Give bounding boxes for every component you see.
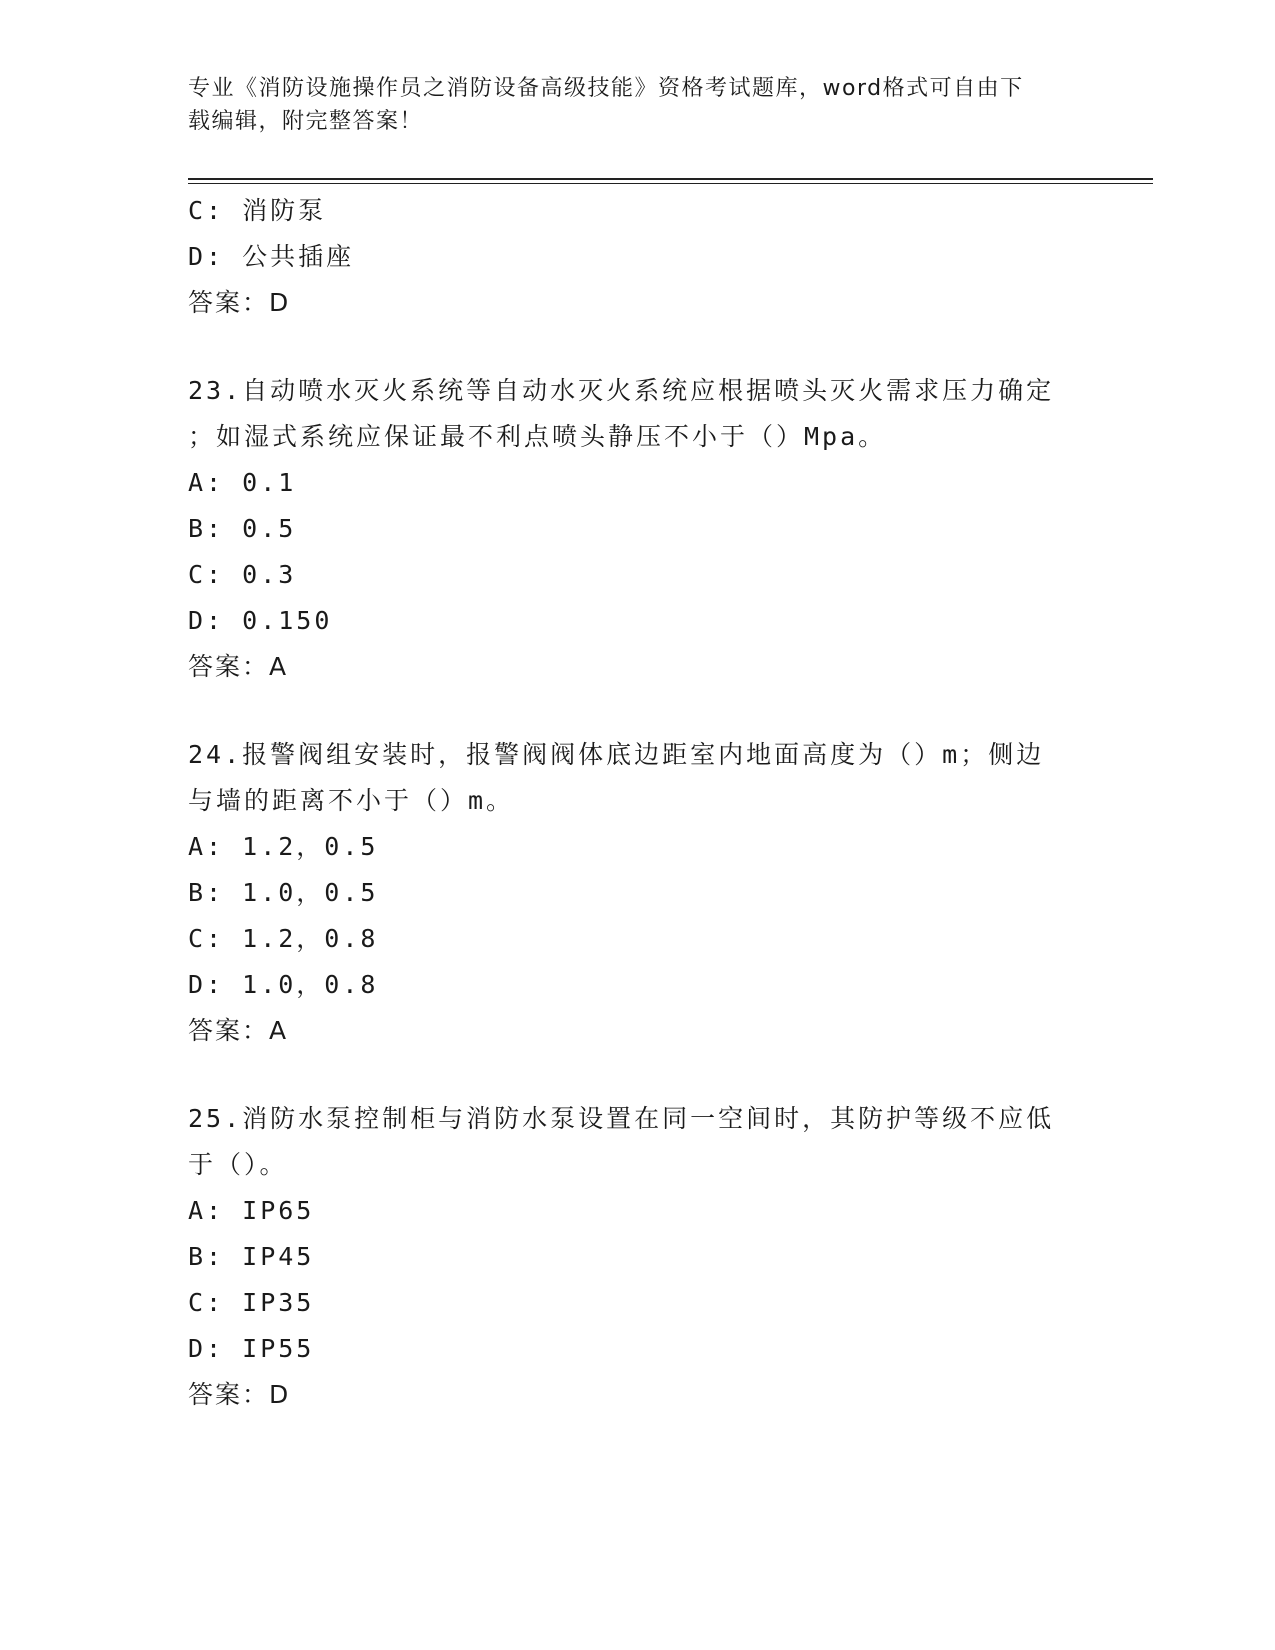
question-23 bbox=[188, 368, 1088, 690]
option-c: C: 0.3 bbox=[188, 560, 297, 589]
document-header bbox=[188, 72, 1068, 138]
question-24 bbox=[188, 732, 1088, 1054]
question-text-line: 24.报警阀组安装时，报警阀阀体底边距室内地面高度为（）m；侧边 bbox=[188, 740, 1045, 769]
header-line-1: 专业《消防设施操作员之消防设备高级技能》资格考试题库，word格式可自由下 bbox=[188, 76, 1024, 101]
header-rule-thin bbox=[188, 183, 1153, 184]
option-b: B: IP45 bbox=[188, 1242, 315, 1271]
spacer bbox=[188, 690, 1088, 732]
answer-line: 答案：A bbox=[188, 1016, 289, 1045]
question-text-line: 于（）。 bbox=[188, 1150, 288, 1179]
spacer bbox=[188, 326, 1088, 368]
option-a: A: 1.2，0.5 bbox=[188, 832, 379, 861]
question-text-line: 23.自动喷水灭火系统等自动水灭火系统应根据喷头灭火需求压力确定 bbox=[188, 376, 1055, 405]
questions-content bbox=[188, 188, 1088, 1418]
option-d: D: 公共插座 bbox=[188, 242, 355, 271]
option-d: D: 1.0，0.8 bbox=[188, 970, 379, 999]
option-c: C: IP35 bbox=[188, 1288, 315, 1317]
answer-line: 答案：D bbox=[188, 288, 291, 317]
header-line-2: 载编辑，附完整答案！ bbox=[188, 109, 424, 134]
spacer bbox=[188, 1054, 1088, 1096]
option-a: A: 0.1 bbox=[188, 468, 297, 497]
header-rule-thick bbox=[188, 178, 1153, 180]
previous-question-tail bbox=[188, 188, 1088, 326]
option-d: D: 0.150 bbox=[188, 606, 333, 635]
question-text-line: ；如湿式系统应保证最不利点喷头静压不小于（）Mpa。 bbox=[188, 422, 887, 451]
option-b: B: 1.0，0.5 bbox=[188, 878, 379, 907]
question-25 bbox=[188, 1096, 1088, 1418]
option-b: B: 0.5 bbox=[188, 514, 297, 543]
option-c: C: 消防泵 bbox=[188, 196, 327, 225]
question-text-line: 与墙的距离不小于（）m。 bbox=[188, 786, 515, 815]
question-text-line: 25.消防水泵控制柜与消防水泵设置在同一空间时，其防护等级不应低 bbox=[188, 1104, 1055, 1133]
option-c: C: 1.2，0.8 bbox=[188, 924, 379, 953]
option-d: D: IP55 bbox=[188, 1334, 315, 1363]
answer-line: 答案：D bbox=[188, 1380, 291, 1409]
answer-line: 答案：A bbox=[188, 652, 289, 681]
option-a: A: IP65 bbox=[188, 1196, 315, 1225]
